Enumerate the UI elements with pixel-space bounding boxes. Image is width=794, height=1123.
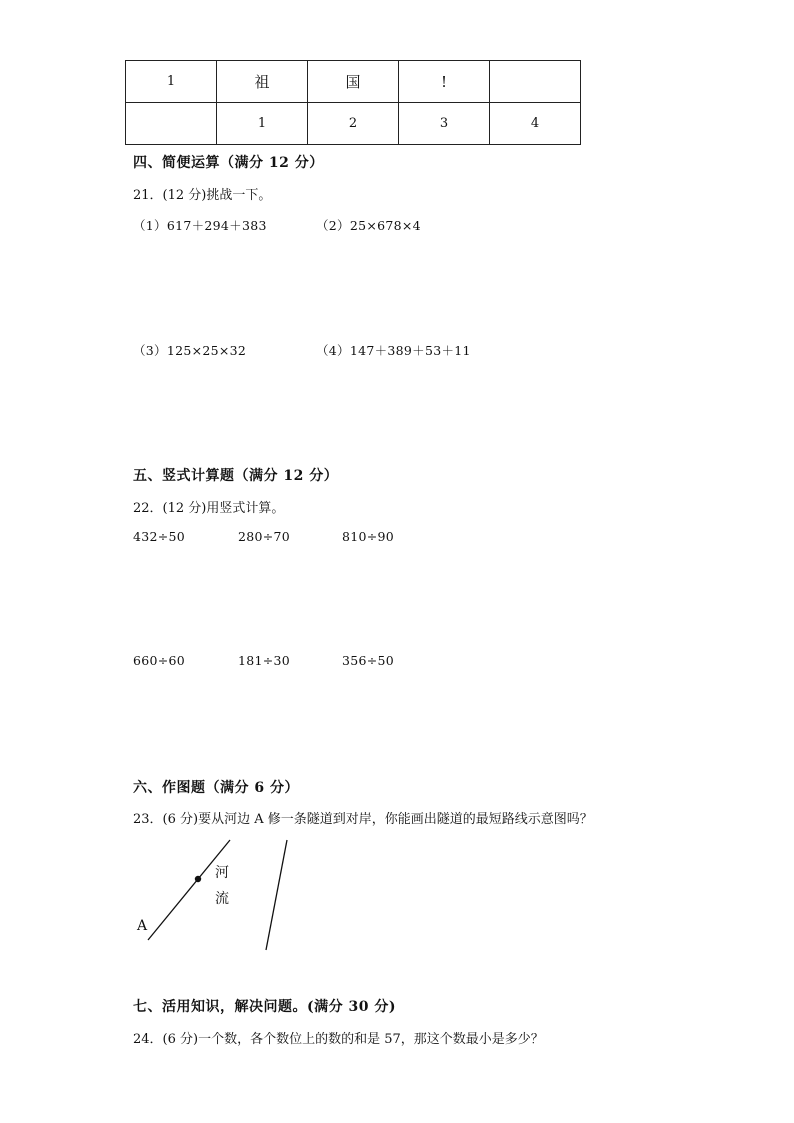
- point-a-label: A: [137, 918, 148, 934]
- section-heading-4: 四、简便运算（满分 12 分）: [133, 155, 324, 171]
- problem-item: （4）147＋389＋53＋11: [316, 343, 471, 358]
- table-cell: 祖: [216, 61, 307, 103]
- problem-item: 432÷50: [133, 529, 186, 544]
- problem-item: （3）125×25×32: [133, 343, 247, 358]
- code-table: [125, 60, 581, 145]
- section-heading-5: 五、竖式计算题（满分 12 分）: [133, 468, 339, 484]
- section-heading-6: 六、作图题（满分 6 分）: [133, 780, 299, 796]
- question-21: 21．(12 分)挑战一下。: [133, 188, 272, 203]
- table-cell: 2: [308, 103, 399, 145]
- table-cell: !: [399, 61, 490, 103]
- table-cell: [126, 103, 217, 145]
- table-cell: [490, 61, 581, 103]
- river-diagram: [125, 832, 325, 962]
- problem-item: （2）25×678×4: [316, 218, 421, 233]
- problem-item: 810÷90: [342, 529, 395, 544]
- point-a-dot: [195, 876, 201, 882]
- problem-item: 660÷60: [133, 653, 186, 668]
- table-cell: 4: [490, 103, 581, 145]
- table-cell: 1: [216, 103, 307, 145]
- riverbank-right-line: [266, 840, 287, 950]
- table-cell: 1: [126, 61, 217, 103]
- problem-item: 181÷30: [238, 653, 291, 668]
- problem-item: （1）617＋294＋383: [133, 218, 267, 233]
- river-label-char-1: 河: [215, 865, 229, 881]
- section-heading-7: 七、活用知识，解决问题。(满分 30 分): [133, 999, 396, 1015]
- question-24: 24．(6 分)一个数，各个数位上的数的和是 57，那这个数最小是多少？: [133, 1032, 544, 1047]
- riverbank-left-line: [148, 840, 230, 940]
- table-row: [126, 61, 581, 103]
- table-cell: 国: [308, 61, 399, 103]
- question-23: 23．(6 分)要从河边 A 修一条隧道到对岸，你能画出隧道的最短路线示意图吗？: [133, 812, 593, 827]
- river-label-char-2: 流: [215, 891, 229, 907]
- problem-item: 356÷50: [342, 653, 395, 668]
- table-cell: 3: [399, 103, 490, 145]
- table-row: [126, 103, 581, 145]
- question-22: 22．(12 分)用竖式计算。: [133, 501, 285, 516]
- problem-item: 280÷70: [238, 529, 291, 544]
